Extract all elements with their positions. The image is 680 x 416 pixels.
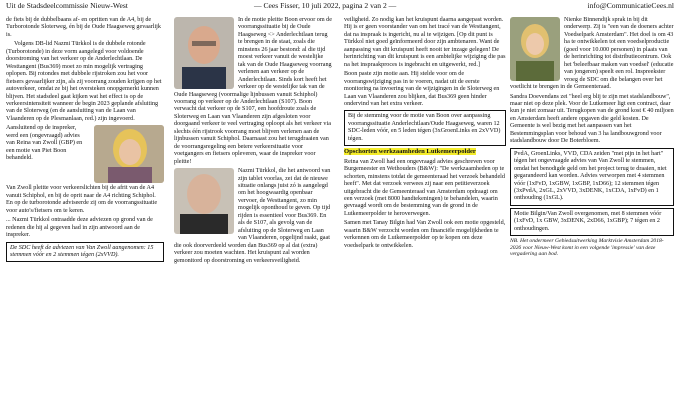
- paragraph: In de motie pleitte Boon ervoor om de voorrangssituatie bij de Oude Haagseweg <> Anderlechtlaan terug te brengen in de staat, zoals die minstens 26 jaar bestond: al die tijd moest verkeer vanuit de westelijke tak van de Oude Haagseweg voorrang verlenen aan verkeer op de Anderlechtlaan. Sinds kort heeft het verkeer op de westelijke tak van de Oude Haagseweg (voormalige lijnbussen vanuit Schiphol) voorrang op verkeer op de Anderlechtlaan (S107). Boon verwacht dat verkeer op de S107, een hoofdroute zoals de Sloterweg en Laan van Vlaanderen zijn afgesloten voor doorgaand verkeer te veel vertraging oploopt als het verkeer via slechts één rijstrook voorrang moet blijven verlenen aan de lijnbussen vanuit Schiphol. Daarnaast zou het terugdraaien van de voorrangsregeling een betere verkeersituatie voor voetgangers en fietsers opleveren, waar de inspreker voor pleitte!: [174, 17, 332, 165]
- portrait-photo: [94, 125, 164, 183]
- paragraph: Boon paste zijn motie aan. Hij stelde voor om de voorrangswijziging pas in te voeren, nadat uit de eerste monitoring na invoering van de wijzigingen in de Sloterweg en Laan van Vlaanderen zou blijken, dat Bus369 geen hinder ondervind van het extra verkeer.: [344, 71, 500, 107]
- paragraph: Sandra Doevendans zei "heel erg blij te zijn met stadslandbouw", maar niet op deze plek. Voor de Lutkemeer ligt een contract, daar kun je niet zomaar uit. Terugkopen van de grond kost € 40 miljoen en Amsterdam heeft andere opgaven die geld kosten. De Gemeente is wel bezig met het aanpassen van het Bestemmingsplan voor behoud van 3 ha landbouwgrond voor stadslandbouw door De Boterbloem.: [510, 93, 674, 145]
- column-4: [510, 17, 674, 260]
- header-center: — Cees Fisser, 10 juli 2022, pagina 2 van 2 —: [254, 1, 397, 10]
- paragraph: veiligheid. Zo nodig kan het kruispunt daarna aangepast worden. Hij is er geen voorstander van om het tracé van de Westtangent, dat na inspraak is ingericht, nu al te wijzigen. [Op dit punt is Türkkol niet goed geïnformeerd door zijn ambtenaren. Want de aanpassing van dit kruispunt heeft nooit ter inzage gelegen! De herinrichting van dit kruispunt is een ambtelijke wijziging die pas na het inspraakproces is ingebracht en uitgewerkt, red.]: [344, 17, 506, 68]
- portrait-photo: [510, 17, 560, 81]
- vote-result-box: Motie Bilgin/Van Zwoll overgenomen, met 8 stemmen vóór (1xFvD, 1x GBW, 3xDENK, 2xD66, 1xGBP); 7 tégen en 2 onthoudingen.: [510, 208, 674, 236]
- paragraph: Volgens DB-lid Nazmi Türkkol is de dubbele rotonde (Turborotonde) in deze vorm aangelegd voor voldoende doorstroming van het verkeer op de Anderlechtlaan. De Westtangent (Bus369) moet zo min mogelijk vertraging oplopen. Bij rotondes met dubbele rijstroken zou het voor fietsers gevaarlijker zijn, als zij voorrang zouden krijgen op het autoverkeer, omdat ze bij het oversteken onopgemerkt kunnen blijven. Het stadsdeel gaat kijken wat het effect is op de verkeersintensiteit wanneer de begin 2023 geplande afsluiting van de Sloterweg (en de aansluiting van de Laan van Vlaanderen op de Plesmanlaan, red.) zijn ingevoerd.: [6, 41, 162, 122]
- header-email-link[interactable]: info@CommunicatieCees.nl: [587, 1, 674, 10]
- section-heading: Opschorten werkzaamheden Lutkemeerpolder: [344, 148, 476, 156]
- paragraph: Reina van Zwoll had een ongevraagd advies geschreven voor Burgemeester en Wethouders (B&W): "De werkzaamheden op te schorten, minstens totdat de gemeenteraad het verzoek behandeld heeft". Met dat verzoek verwees zij naar een petitieverzoek uitgebracht die de Gemeenteraad van Amsterdam opdraagt om een verzoek (met 8000 handtekeningen) te behandelen, waarin gevraagd wordt om de bestemming van de grond in de Lutkemeerpolder te heroverwegen.: [344, 158, 505, 217]
- column-3: [344, 17, 506, 252]
- vote-result-box: Bij de stemming voor de motie van Boon over aanpassing voorrangssituatie Anderlechtlaan/Oude Haagseweg, waren 12 SDC-leden vóór, en 5 leden tégen (3xGroenLinks en 2xVVD) tégen.: [344, 110, 506, 146]
- portrait-photo: [174, 168, 234, 234]
- paragraph: Samen met Tanay Bilgin had Van Zwoll ook een motie opgesteld, waarin B&W verzocht worden om financiële mogelijkheden te verkennen om de Lutkemeerpolder op te kopen om deze voedselpark te ontwikkelen.: [344, 220, 506, 249]
- footnote: NB. Het ondermeer Gebiedsuitwerking Marktvisie Amsterdam 2018-2026 voor Nieuw-West komt in een volgende 'impressie' van deze vergadering aan bod.: [510, 238, 664, 258]
- paragraph: Van Zwoll pleitte voor verkeerslichten bij de afrit van de A4 vanuit Schiphol, en bij de oprit naar de A4 richting Schiphol. En op de turborotonde adviseerde zij om de voorrangssituatie voor auto's/fietsers om te keren.: [6, 185, 158, 214]
- paragraph: Nazmi Türkkol, die het antwoord van zijn tablet voorlas, zei dat de nieuwe situatie onlangs juist zó is aangelegd om het hoogwaardig openbaar vervoer, de Westtangent, zo min mogelijk oponthoud te geven. Op tijd rijden is essentieel voor Bus369. En als de S107, als gevolg van de afsluiting op de Sloterweg en Laan van Vlaanderen, opgelijnd raakt, gaat die ook doorverdeeld worden dan Bus369 op al dat (extra) verkeer zou moeten wachten. Het kruispunt zal worden gemonitord op doorstroming en verkeersveiligheid.: [174, 168, 331, 264]
- paragraph: Aansluitend op de inspreker, werd een (ongevraagd) advies van Reina van Zwoll (GBP) en een motie van Piet Boon behandeld.: [6, 125, 83, 162]
- paragraph: ... Nazmi Türkkol ontraadde deze adviezen op grond van de redenen die hij al gegeven had in zijn antwoord aan de inspreker.: [6, 217, 153, 239]
- paragraph: de fiets bij de dubbelbaans af- en opritten van de A4, bij de Turborotonde Sloterweg, én bij de Oude Haagseweg gevaarlijk is.: [6, 17, 161, 38]
- header-left: Uit de Stadsdeelcommissie Nieuw-West: [6, 1, 128, 10]
- page-header: [0, 0, 680, 14]
- column-1: [6, 17, 164, 264]
- paragraph: Nienke Binnendijk sprak in bij dit onderwerp. Zij is "een van de doeners achter Voedselpark Amsterdam". Het doel is om 43 ha te ontwikkelen tot een voedselproductie (goed voor 10.000 personen) in plaats van de herinrichting tot distributiecentrum. Ook het 'beleefbaar maken van voedsel' (educatie van jongeren) speelt een rol. Inspreekster vroeg de SDC om die belangen over het voetlicht te brengen in de Gemeenteraad.: [510, 17, 674, 91]
- portrait-photo: [174, 17, 234, 89]
- column-2: [174, 17, 332, 267]
- vote-result-box: PvdA, GroenLinks, VVD, CDA zeiden "met pijn in het hart" tégen het ongevraagde advies van Van Zwoll te stemmen, omdat het benodigde geld om het project terug te draaien, niet gegarandeerd kan worden. Advies verworpen met 4 stemmen vóór (1xFvD, 1xGBW, 1xGBP, 1xD66); 12 stemmen tégen (3xPvdA, 2xGL, 2xVVD, 3xDENK, 1xCDA, 1xFvD) en 1 onthouding (1xGL).: [510, 148, 674, 206]
- vote-result-box: De SDC heeft de adviezen van Van Zwoll aangenomen: 15 stemmen vóór en 2 stemmen tégen (2xVVD).: [6, 242, 164, 263]
